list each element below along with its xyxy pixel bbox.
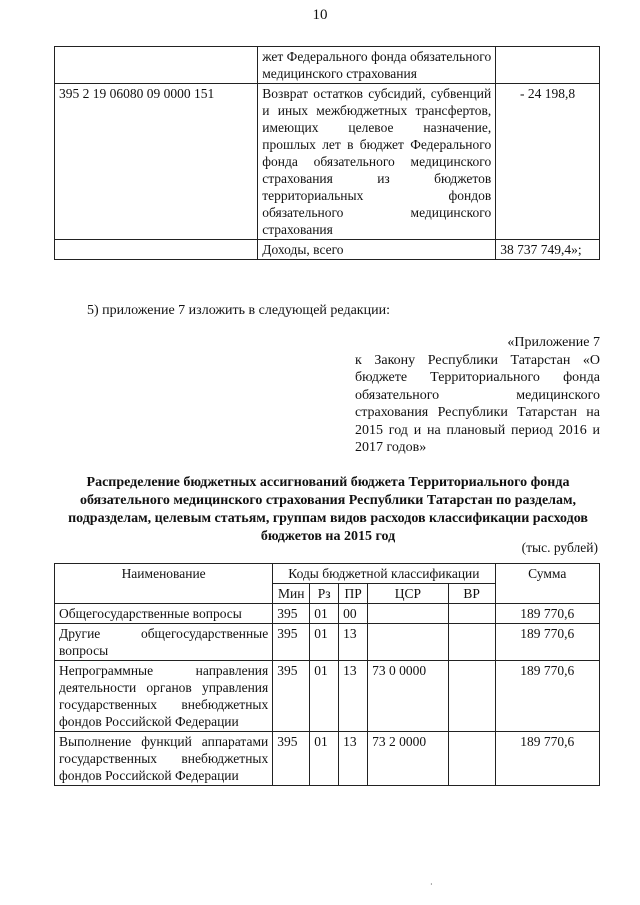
table-row: [55, 732, 600, 786]
table-row: [55, 240, 600, 260]
income-text-cell: жет Федерального фонда обязательного медицинского страхования: [258, 47, 496, 84]
appendix-title: «Приложение 7: [507, 335, 600, 350]
income-code-cell: [55, 240, 258, 260]
row-min: 395: [273, 732, 310, 786]
table-row: [55, 84, 600, 240]
row-name: Непрограммные направления деятельности органов управления государственных внебюджетных фондов Российской Федерации: [55, 661, 273, 732]
table-row: [55, 624, 600, 661]
row-vr: [448, 604, 495, 624]
row-name: Другие общегосударственные вопросы: [55, 624, 273, 661]
header-vr: ВР: [448, 584, 495, 604]
income-amount-cell: [496, 47, 600, 84]
row-min: 395: [273, 624, 310, 661]
row-name: Выполнение функций аппаратами государственных внебюджетных фондов Российской Федерации: [55, 732, 273, 786]
income-total-label: Доходы, всего: [258, 240, 496, 260]
row-rz: 01: [310, 661, 339, 732]
income-code-cell: 395 2 19 06080 09 0000 151: [55, 84, 258, 240]
header-name: Наименование: [55, 564, 273, 604]
appendix-header: [355, 334, 600, 457]
appendix-reference: к Закону Республики Татарстан «О бюджете Территориального фонда обязательного медицинского страхования Республики Татарстан на 2015 год и на плановый период 2016 и 2017 годов»: [355, 352, 600, 455]
header-rz: Рз: [310, 584, 339, 604]
row-vr: [448, 624, 495, 661]
row-sum: 189 770,6: [495, 661, 599, 732]
income-code-cell: [55, 47, 258, 84]
header-csr: ЦСР: [368, 584, 449, 604]
expense-table: [54, 563, 600, 786]
item-5-text: 5) приложение 7 изложить в следующей редакции:: [87, 303, 390, 318]
row-vr: [448, 732, 495, 786]
row-min: 395: [273, 604, 310, 624]
row-rz: 01: [310, 604, 339, 624]
header-codes: Коды бюджетной классификации: [273, 564, 495, 584]
row-min: 395: [273, 661, 310, 732]
row-pr: 13: [339, 732, 368, 786]
income-text-cell: Возврат остатков субсидий, субвенций и иных межбюджетных трансфертов, имеющих целевое назначение, прошлых лет в бюджет Федерального фонда обязательного медицинского страхования из бюджетов территориальных фондов обязательного медицинского страхования: [258, 84, 496, 240]
row-rz: 01: [310, 624, 339, 661]
table-row: [55, 661, 600, 732]
income-table: [54, 46, 600, 260]
row-sum: 189 770,6: [495, 732, 599, 786]
table-row: [55, 604, 600, 624]
row-rz: 01: [310, 732, 339, 786]
header-min: Мин: [273, 584, 310, 604]
row-sum: 189 770,6: [495, 624, 599, 661]
header-row: [55, 564, 600, 584]
row-csr: [368, 604, 449, 624]
row-name: Общегосударственные вопросы: [55, 604, 273, 624]
page-number: 10: [312, 7, 328, 23]
row-csr: [368, 624, 449, 661]
income-total-amount: 38 737 749,4»;: [496, 240, 600, 260]
header-sum: Сумма: [495, 564, 599, 604]
row-pr: 13: [339, 624, 368, 661]
row-csr: 73 2 0000: [368, 732, 449, 786]
row-sum: 189 770,6: [495, 604, 599, 624]
income-amount-cell: - 24 198,8: [496, 84, 600, 240]
row-csr: 73 0 0000: [368, 661, 449, 732]
row-vr: [448, 661, 495, 732]
document-title: Распределение бюджетных ассигнований бюджета Территориального фонда обязательного медицинского страхования Республики Татарстан по разделам, подразделам, целевым статьям, группам видов расходов классификации расходов бюджетов на 2015 год: [68, 475, 588, 544]
header-pr: ПР: [339, 584, 368, 604]
row-pr: 13: [339, 661, 368, 732]
units-label: (тыс. рублей): [521, 540, 598, 555]
scan-speck: ·: [430, 880, 433, 889]
table-row: [55, 47, 600, 84]
row-pr: 00: [339, 604, 368, 624]
